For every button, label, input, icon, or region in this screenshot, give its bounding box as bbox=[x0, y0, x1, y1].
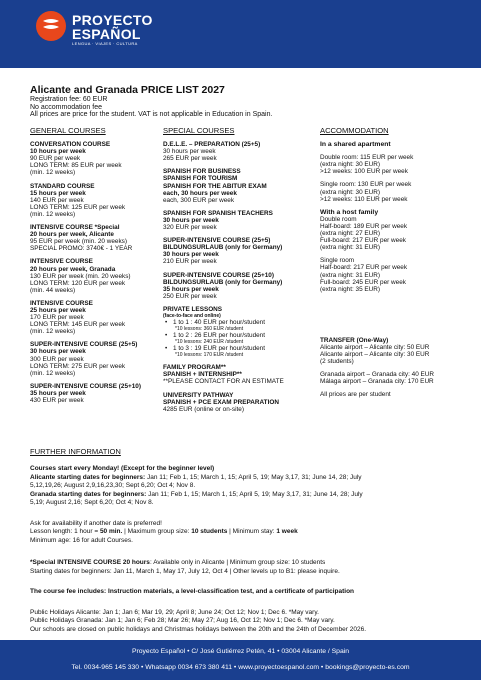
general-course-line: (min. 12 weeks) bbox=[30, 369, 76, 377]
general-course-1 bbox=[30, 141, 156, 176]
university-line: 4285 EUR (online or on-site) bbox=[163, 405, 244, 413]
general-course-line: 95 EUR per week (min. 20 weeks) bbox=[30, 238, 127, 246]
footer-contact[interactable]: Tel. 0034-965 145 330 • Whatsapp 0034 673 380 411 • www.proyectoespanol.com • bookings@proyecto-es.com bbox=[71, 664, 410, 671]
footer bbox=[0, 640, 481, 680]
general-course-line: INTENSIVE COURSE bbox=[30, 299, 93, 307]
general-course-line: CONVERSATION COURSE bbox=[30, 141, 111, 149]
university-pathway bbox=[163, 392, 313, 413]
general-course-line: SPECIAL PROMO: 3740€ - 1 YEAR bbox=[30, 245, 133, 253]
granada-dates-label: Granada starting dates for beginners: bbox=[30, 490, 147, 498]
further-info bbox=[30, 465, 460, 634]
special-course-5 bbox=[163, 272, 313, 300]
family-program-line: SPANISH + INTERNSHIP** bbox=[163, 371, 242, 379]
general-course-7 bbox=[30, 383, 156, 404]
special-course-line: 30 hours per week bbox=[163, 216, 219, 224]
shared-apartment-title: In a shared apartment bbox=[320, 141, 391, 149]
special-course-2 bbox=[163, 168, 313, 203]
special-course-line: SUPER-INTENSIVE COURSE (25+5) bbox=[163, 237, 271, 245]
general-course-6 bbox=[30, 341, 156, 376]
private-lessons bbox=[163, 306, 313, 358]
general-course-line: 10 hours per week bbox=[30, 148, 86, 156]
special-course-line: 35 hours per week bbox=[163, 285, 219, 293]
general-course-line: INTENSIVE COURSE bbox=[30, 258, 93, 266]
general-course-line: LONG TERM: 120 EUR per week bbox=[30, 279, 126, 287]
special-course-line: BILDUNGSURLAUB (only for Germany) bbox=[163, 244, 283, 252]
private-lessons-title: PRIVATE LESSONS bbox=[163, 305, 223, 313]
transfer-line: Málaga airport – Granada city: 170 EUR bbox=[320, 378, 434, 386]
general-course-2 bbox=[30, 183, 156, 218]
general-course-5 bbox=[30, 300, 156, 335]
general-course-line: 30 hours per week bbox=[30, 348, 86, 356]
private-lessons-items bbox=[163, 319, 313, 358]
intro-text bbox=[30, 96, 272, 119]
private-lesson-note: *10 lessons: 170 EUR /student bbox=[175, 352, 244, 359]
host-family-title: With a host family bbox=[320, 208, 379, 216]
accommodation-heading: ACCOMMODATION bbox=[320, 126, 389, 135]
special-course-3 bbox=[163, 210, 313, 231]
university-line: SPANISH + PCE EXAM PREPARATION bbox=[163, 398, 279, 406]
shared-room bbox=[320, 154, 470, 175]
special-courses-list bbox=[163, 141, 313, 300]
general-course-line: 35 hours per week bbox=[30, 389, 86, 397]
footer-address: Proyecto Español • C/ José Gutiérrez Petén, 41 • 03004 Alicante / Spain bbox=[131, 648, 350, 655]
special-course-line: each, 30 hours per week bbox=[163, 189, 237, 197]
general-course-line: LONG TERM: 275 EUR per week bbox=[30, 362, 126, 370]
shared-room-line: Single room: 130 EUR per week bbox=[320, 181, 412, 189]
host-room-line: (extra night: 31 EUR) bbox=[320, 271, 381, 279]
general-course-line: (min. 12 weeks) bbox=[30, 210, 76, 218]
lesson-info: Lesson length: 1 hour = 50 min. | Maximum group size: 10 students | Minimum stay: 1 week bbox=[30, 528, 298, 535]
general-course-line: (min. 12 weeks) bbox=[30, 328, 76, 336]
shared-room bbox=[320, 181, 470, 202]
special-course-line: 320 EUR per week bbox=[163, 224, 217, 232]
host-room bbox=[320, 216, 470, 251]
special-courses-heading: SPECIAL COURSES bbox=[163, 126, 235, 135]
general-courses-column bbox=[30, 127, 156, 410]
host-room bbox=[320, 257, 470, 292]
family-program-line: FAMILY PROGRAM** bbox=[163, 364, 226, 372]
special-course-line: SPANISH FOR TOURISM bbox=[163, 175, 238, 183]
registration-fee: Registration fee: 60 EUR bbox=[30, 96, 108, 103]
shared-room-line: Double room: 115 EUR per week bbox=[320, 154, 414, 162]
general-course-line: SUPER-INTENSIVE COURSE (25+5) bbox=[30, 341, 138, 349]
general-course-4 bbox=[30, 258, 156, 293]
special-course-line: 250 EUR per week bbox=[163, 292, 217, 300]
header-banner bbox=[0, 0, 481, 68]
special-course-line: SPANISH FOR SPANISH TEACHERS bbox=[163, 209, 273, 217]
vat-note: All prices are price for the student. VAT is not applicable in Education in Spain. bbox=[30, 111, 273, 119]
general-course-line: 300 EUR per week bbox=[30, 355, 84, 363]
alicante-dates-2: 5,12,19,26; August 2,9,16,23,30; Sept 6,20; Oct 4; Nov 8. bbox=[30, 482, 196, 489]
accommodation-fee: No accommodation fee bbox=[30, 103, 102, 111]
transfer-note: All prices are per student bbox=[320, 391, 391, 399]
special-course-line: SUPER-INTENSIVE COURSE (25+10) bbox=[163, 271, 274, 279]
host-room-line: (extra night: 31 EUR) bbox=[320, 244, 381, 252]
university-line: UNIVERSITY PATHWAY bbox=[163, 391, 234, 399]
transfer-line: Alicante airport – Alicante city: 30 EUR bbox=[320, 350, 430, 358]
general-course-line: STANDARD COURSE bbox=[30, 182, 95, 190]
courses-start: Courses start every Monday! (Except for the beginner level) bbox=[30, 465, 215, 472]
host-room-line: Half-board: 189 EUR per week bbox=[320, 222, 408, 230]
general-course-line: 20 hours per week, Alicante bbox=[30, 231, 114, 239]
transfer-alicante bbox=[320, 344, 470, 365]
transfer-line: Granada airport – Granada city: 40 EUR bbox=[320, 371, 435, 379]
host-room-line: (extra night: 27 EUR) bbox=[320, 230, 381, 238]
minimum-age: Minimum age: 16 for adult Courses. bbox=[30, 536, 133, 544]
special-course-line: 265 EUR per week bbox=[163, 155, 217, 163]
host-room-line: Full-board: 245 EUR per week bbox=[320, 278, 406, 286]
private-lesson-price: • 1 to 2 : 26 EUR per hour/student bbox=[163, 332, 313, 339]
transfer-line: (2 students) bbox=[320, 358, 354, 366]
host-room-line: Half-board: 217 EUR per week bbox=[320, 264, 408, 272]
general-course-line: (min. 44 weeks) bbox=[30, 286, 76, 294]
shared-room-line: (extra night: 30 EUR) bbox=[320, 161, 381, 169]
host-room-line: Double room bbox=[320, 215, 357, 223]
alicante-dates-1: Jan 11; Feb 1, 15; March 1, 15; April 5, 19; May 3,17, 31; June 14, 28; July bbox=[145, 473, 362, 481]
host-room-line: Single room bbox=[320, 257, 355, 265]
special-courses-column bbox=[163, 127, 313, 419]
fee-includes: The course fee includes: Instruction materials, a level-classification test, and a certificate of participation bbox=[30, 588, 355, 595]
general-course-line: LONG TERM: 125 EUR per week bbox=[30, 203, 126, 211]
general-course-line: 20 hours per week, Granada bbox=[30, 265, 116, 273]
granada-dates-2: 5,19; August 2,16; Sept 6,20; Oct 4; Nov 8. bbox=[30, 499, 154, 506]
general-course-line: 90 EUR per week bbox=[30, 155, 81, 163]
brand-name-line2: ESPAÑOL bbox=[72, 26, 141, 42]
closed-note: Our schools are closed on public holidays and Christmas holidays between the 20th and the 24th of December 2026. bbox=[30, 625, 367, 633]
general-course-3 bbox=[30, 224, 156, 252]
transfer-granada bbox=[320, 371, 470, 385]
granada-dates-1: Jan 11; Feb 1, 15; March 1, 15; April 5, 19; May 3,17, 31; June 14, 28; July bbox=[146, 490, 363, 498]
private-lesson-note: *10 lessons: 360 EUR /student bbox=[175, 326, 244, 333]
special-course-line: SPANISH FOR BUSINESS bbox=[163, 168, 241, 176]
accommodation-column bbox=[320, 127, 470, 398]
availability-note: Ask for availability if another date is preferred! bbox=[30, 519, 162, 527]
general-courses-list bbox=[30, 141, 156, 404]
private-lesson-price: • 1 to 1 : 40 EUR per hour/student bbox=[163, 319, 313, 326]
special-course-line: 30 hours per week bbox=[163, 251, 219, 259]
general-course-line: 170 EUR per week bbox=[30, 314, 84, 322]
general-courses-heading: GENERAL COURSES bbox=[30, 126, 106, 135]
general-course-line: 25 hours per week bbox=[30, 306, 86, 314]
page-title: Alicante and Granada PRICE LIST 2027 bbox=[30, 84, 225, 96]
general-course-line: (min. 12 weeks) bbox=[30, 169, 76, 177]
host-room-line: (extra night: 35 EUR) bbox=[320, 285, 381, 293]
general-course-line: LONG TERM: 145 EUR per week bbox=[30, 321, 126, 329]
host-room-line: Full-board: 217 EUR per week bbox=[320, 237, 406, 245]
general-course-line: 15 hours per week bbox=[30, 189, 86, 197]
brand-tagline: LENGUA · VIAJES · CULTURA bbox=[72, 41, 138, 46]
transfer-title: TRANSFER (One-Way) bbox=[320, 336, 389, 344]
logo-icon bbox=[36, 11, 66, 41]
private-lesson-note: *10 lessons: 240 EUR /student bbox=[175, 339, 244, 346]
shared-apartment-prices bbox=[320, 154, 470, 203]
general-course-line: INTENSIVE COURSE *Special bbox=[30, 224, 120, 232]
general-course-line: SUPER-INTENSIVE COURSE (25+10) bbox=[30, 382, 141, 390]
shared-room-line: >12 weeks: 110 EUR per week bbox=[320, 195, 408, 203]
special-course-line: 30 hours per week bbox=[163, 148, 216, 156]
special-course-1 bbox=[163, 141, 313, 162]
family-program bbox=[163, 364, 313, 385]
special-course-info: *Special INTENSIVE COURSE 20 hours: Available only in Alicante | Minimum group size: 10 students bbox=[30, 559, 326, 566]
private-lessons-subtitle: (face-to-face and online) bbox=[163, 312, 221, 319]
transfer-line: Alicante airport – Alicante city: 50 EUR bbox=[320, 343, 430, 351]
special-course-line: 210 EUR per week bbox=[163, 258, 217, 266]
special-course-line: each, 300 EUR per week bbox=[163, 196, 235, 204]
special-course-line: BILDUNGSURLAUB (only for Germany) bbox=[163, 278, 283, 286]
general-course-line: 130 EUR per week (min. 20 weeks) bbox=[30, 272, 131, 280]
family-program-line: **PLEASE CONTACT FOR AN ESTIMATE bbox=[163, 378, 284, 386]
host-family-prices bbox=[320, 216, 470, 293]
special-course-line: D.E.L.E. – PREPARATION (25+5) bbox=[163, 141, 261, 149]
further-info-heading: FURTHER INFORMATION bbox=[30, 447, 121, 456]
shared-room-line: >12 weeks: 100 EUR per week bbox=[320, 168, 408, 176]
general-course-line: 140 EUR per week bbox=[30, 196, 84, 204]
brand-name-line1: PROYECTO bbox=[72, 12, 153, 28]
general-course-line: 430 EUR per week bbox=[30, 397, 84, 404]
holidays-alicante: Public Holidays Alicante: Jan 1; Jan 6; Mar 19, 29; April 8; June 24; Oct 12; Nov 1; Dec 6. *May vary. bbox=[30, 608, 319, 616]
alicante-dates-label: Alicante starting dates for beginners: bbox=[30, 473, 146, 481]
private-lesson-price: • 1 to 3 : 19 EUR per hour/student bbox=[163, 345, 313, 352]
general-course-line: LONG TERM: 85 EUR per week bbox=[30, 162, 122, 170]
holidays-granada: Public Holidays Granada: Jan 1; Jan 6; Feb 28; Mar 26; May 27; Aug 16, Oct 12; Nov 1; Dec 6. *May vary. bbox=[30, 617, 335, 624]
special-course-line: SPANISH FOR THE ABITUR EXAM bbox=[163, 182, 267, 190]
special-course-4 bbox=[163, 237, 313, 265]
special-course-dates: Starting dates for beginners: Jan 11, March 1, May 17, July 12, Oct 4 | Other levels up to B1: please inquire. bbox=[30, 567, 340, 575]
shared-room-line: (extra night: 30 EUR) bbox=[320, 188, 381, 196]
